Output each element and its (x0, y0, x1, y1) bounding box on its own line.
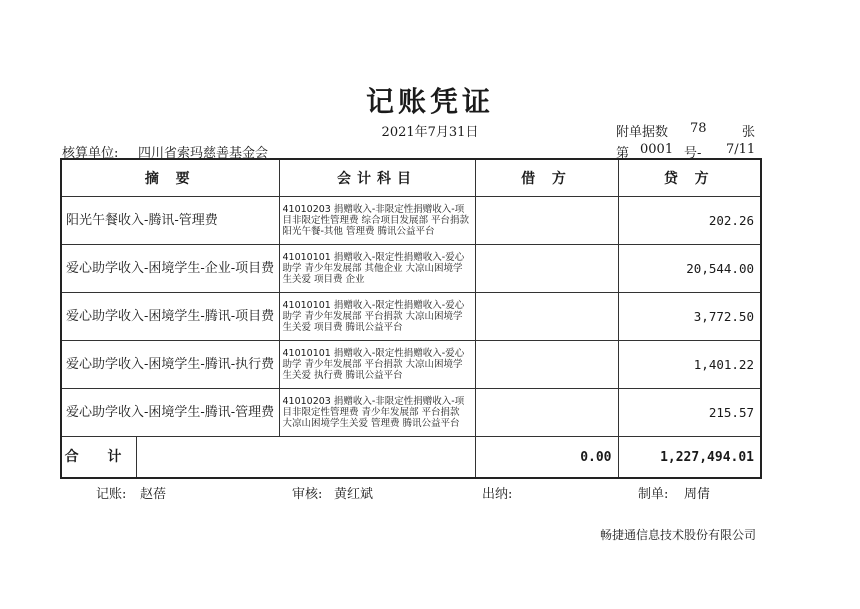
table-row (61, 341, 761, 389)
row-credit: 1,401.22 (618, 341, 761, 389)
row-account: 41010203 捐赠收入-非限定性捐赠收入-项目非限定性管理费 综合项目发展部 平台捐款 阳光午餐-其他 管理费 腾讯公益平台 (279, 197, 475, 245)
preparer-value: 周倩 (684, 487, 711, 502)
table-row (61, 389, 761, 437)
voucher-no-suffix: 号- (684, 146, 702, 161)
row-summary: 爱心助学收入-困境学生-腾讯-管理费 (61, 389, 279, 437)
table-row (61, 293, 761, 341)
unit-value: 四川省索玛慈善基金会 (138, 146, 269, 161)
row-summary: 阳光午餐收入-腾讯-管理费 (61, 197, 279, 245)
voucher-no-number: 0001 (640, 142, 674, 157)
voucher-title: 记账凭证 (365, 85, 494, 118)
row-debit (475, 389, 618, 437)
bookkeeper-label: 记账: (96, 487, 127, 502)
row-account: 41010101 捐赠收入-限定性捐赠收入-爱心助学 青少年发展部 其他企业 大凉山困境学生关爱 项目费 企业 (279, 245, 475, 293)
row-account: 41010101 捐赠收入-限定性捐赠收入-爱心助学 青少年发展部 平台捐款 大凉山困境学生关爱 执行费 腾讯公益平台 (279, 341, 475, 389)
row-credit: 215.57 (618, 389, 761, 437)
voucher-table (60, 158, 762, 479)
attachments-unit: 张 (742, 125, 756, 140)
attachments-count: 78 (690, 121, 707, 136)
total-debit: 0.00 (475, 437, 618, 479)
table-row (61, 245, 761, 293)
reviewer-value: 黄红斌 (334, 487, 374, 502)
preparer-label: 制单: (638, 487, 669, 502)
row-debit (475, 293, 618, 341)
table-row (61, 197, 761, 245)
row-summary: 爱心助学收入-困境学生-腾讯-执行费 (61, 341, 279, 389)
row-summary: 爱心助学收入-困境学生-企业-项目费 (61, 245, 279, 293)
row-credit: 20,544.00 (618, 245, 761, 293)
total-label: 合 计 (62, 437, 137, 477)
header-debit: 借 方 (475, 159, 618, 197)
attachments-label: 附单据数 (616, 125, 669, 140)
company-name: 畅捷通信息技术股份有限公司 (600, 528, 757, 542)
row-credit: 202.26 (618, 197, 761, 245)
row-account: 41010203 捐赠收入-非限定性捐赠收入-项目非限定性管理费 青少年发展部 平台捐款 大凉山困境学生关爱 管理费 腾讯公益平台 (279, 389, 475, 437)
total-row (61, 437, 761, 479)
cashier-label: 出纳: (482, 487, 513, 502)
row-debit (475, 245, 618, 293)
row-account: 41010101 捐赠收入-限定性捐赠收入-爱心助学 青少年发展部 平台捐款 大凉山困境学生关爱 项目费 腾讯公益平台 (279, 293, 475, 341)
bookkeeper-value: 赵蓓 (140, 487, 167, 502)
header-credit: 贷 方 (618, 159, 761, 197)
row-credit: 3,772.50 (618, 293, 761, 341)
voucher-date: 2021年7月31日 (381, 125, 479, 140)
header-account: 会计科目 (279, 159, 475, 197)
total-credit: 1,227,494.01 (618, 437, 761, 479)
row-debit (475, 341, 618, 389)
reviewer-label: 审核: (292, 487, 323, 502)
row-debit (475, 197, 618, 245)
voucher-no-page: 7/11 (726, 142, 756, 157)
total-label-cell (61, 437, 475, 479)
header-summary: 摘 要 (61, 159, 279, 197)
voucher-no-label: 第 (616, 146, 630, 161)
row-summary: 爱心助学收入-困境学生-腾讯-项目费 (61, 293, 279, 341)
unit-label: 核算单位: (62, 146, 119, 161)
